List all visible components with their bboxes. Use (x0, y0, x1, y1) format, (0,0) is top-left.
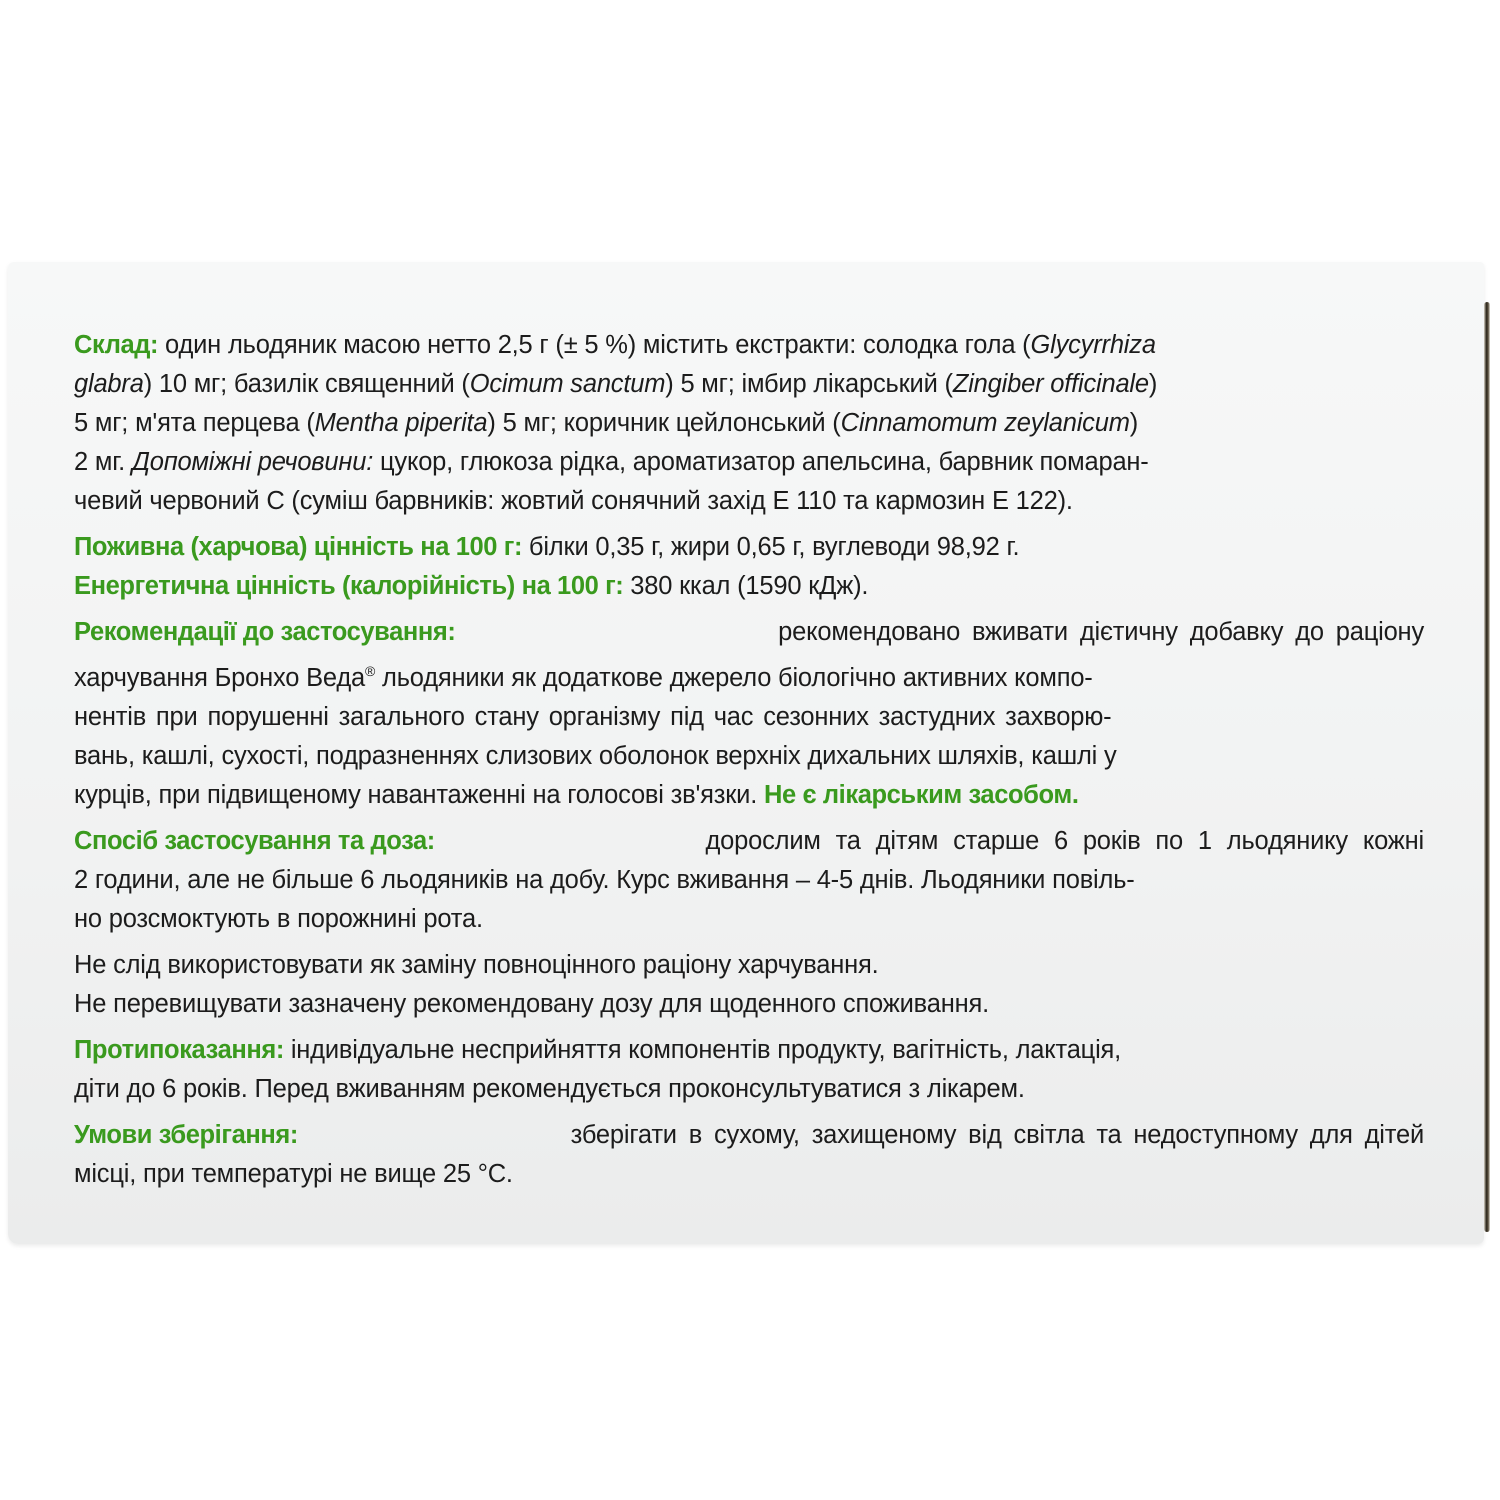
nutrition-text: білки 0,35 г, жири 0,65 г, вуглеводи 98,92 г. (522, 533, 1020, 561)
latin-name: glabra (74, 370, 144, 398)
latin-name: Zingiber officinale (952, 370, 1149, 398)
dosage-line-3: но розсмоктують в порожнині рота. (74, 905, 483, 933)
storage-section (74, 1116, 1424, 1194)
not-medicine-notice: Не є лікарським засобом. (764, 781, 1079, 809)
composition-text: ) (1129, 409, 1139, 437)
storage-line-2: місці, при температурі не вище 25 °С. (74, 1160, 513, 1188)
warnings-section (74, 946, 1424, 1024)
composition-line-5: чевий червоний С (суміш барвників: жовтий сонячний захід Е 110 та кармозин Е 122). (74, 487, 1073, 515)
recommendations-text: курців, при підвищеному навантаженні на голосові зв'язки. (74, 781, 764, 809)
latin-name: Ocimum sanctum (469, 370, 666, 398)
recommendations-label: Рекомендації до застосування: (74, 618, 456, 646)
composition-text: ) 10 мг; базилік священний ( (143, 370, 470, 398)
contraindications-line-2: діти до 6 років. Перед вживанням рекомендується проконсультуватися з лікарем. (74, 1075, 1025, 1103)
composition-text: 2 мг. (74, 448, 132, 476)
recommendations-text: льодяники як додаткове джерело біологічно активних компо- (375, 664, 1093, 692)
recommendations-section (74, 613, 1424, 815)
latin-name: Glycyrrhiza (1030, 331, 1156, 359)
recommendations-text: харчування Бронхо Веда (74, 664, 366, 692)
recommendations-line-5 (74, 776, 1424, 815)
recommendations-text: рекомендовано вживати дієтичну добавку до раціону (778, 618, 1424, 646)
energy-label: Енергетична цінність (калорійність) на 100 г: (74, 572, 624, 600)
contraindications-line-1 (74, 1031, 1424, 1070)
label-text-block (74, 326, 1424, 1201)
nutrition-section (74, 528, 1424, 567)
composition-text: ) (1148, 370, 1158, 398)
package-edge (1484, 302, 1490, 1232)
latin-name: Cinnamomum zeylanicum (840, 409, 1130, 437)
storage-line-1 (74, 1116, 1424, 1155)
composition-label: Склад: (74, 331, 159, 359)
recommendations-line-2 (74, 652, 1424, 698)
warning-line-2: Не перевищувати зазначену рекомендовану дозу для щоденного споживання. (74, 990, 989, 1018)
nutrition-label: Поживна (харчова) цінність на 100 г: (74, 533, 523, 561)
contraindications-label: Протипоказання: (74, 1036, 284, 1064)
dosage-section (74, 822, 1424, 939)
latin-name: Mentha piperita (314, 409, 488, 437)
recommendations-line-3: нентів при порушенні загального стану організму під час сезонних застудних захворю- (74, 703, 1112, 731)
energy-section (74, 567, 1424, 606)
composition-text: ) 5 мг; коричник цейлонський ( (487, 409, 841, 437)
composition-line-2 (74, 365, 1424, 404)
registered-mark: ® (365, 663, 376, 679)
energy-text: 380 ккал (1590 кДж). (623, 572, 869, 600)
composition-section (74, 326, 1424, 521)
composition-line-3 (74, 404, 1424, 443)
composition-text: 5 мг; м'ята перцева ( (74, 409, 315, 437)
contraindications-section (74, 1031, 1424, 1109)
contraindications-text: індивідуальне несприйняття компонентів продукту, вагітність, лактація, (283, 1036, 1122, 1064)
dosage-label: Спосіб застосування та доза: (74, 827, 435, 855)
warning-line-1: Не слід використовувати як заміну повноцінного раціону харчування. (74, 951, 879, 979)
recommendations-line-1 (74, 613, 1424, 652)
excipients-label: Допоміжні речовини: (131, 448, 374, 476)
recommendations-line-4: вань, кашлі, сухості, подразненнях слизових оболонок верхніх дихальних шляхів, кашлі у (74, 742, 1117, 770)
composition-text: ) 5 мг; імбир лікарський ( (665, 370, 953, 398)
storage-label: Умови зберігання: (74, 1121, 298, 1149)
dosage-line-1 (74, 822, 1424, 861)
composition-line-4 (74, 443, 1424, 482)
dosage-text: дорослим та дітям старше 6 років по 1 льодянику кожні (705, 827, 1424, 855)
composition-line-1 (74, 326, 1424, 365)
dosage-line-2: 2 години, але не більше 6 льодяників на добу. Курс вживання – 4-5 днів. Льодяники повіль- (74, 866, 1135, 894)
storage-text: зберігати в сухому, захищеному від світла та недоступному для дітей (570, 1121, 1424, 1149)
composition-text: цукор, глюкоза рідка, ароматизатор апельсина, барвник помаран- (373, 448, 1149, 476)
composition-text: один льодяник масою нетто 2,5 г (± 5 %) містить екстракти: солодка гола ( (158, 331, 1031, 359)
